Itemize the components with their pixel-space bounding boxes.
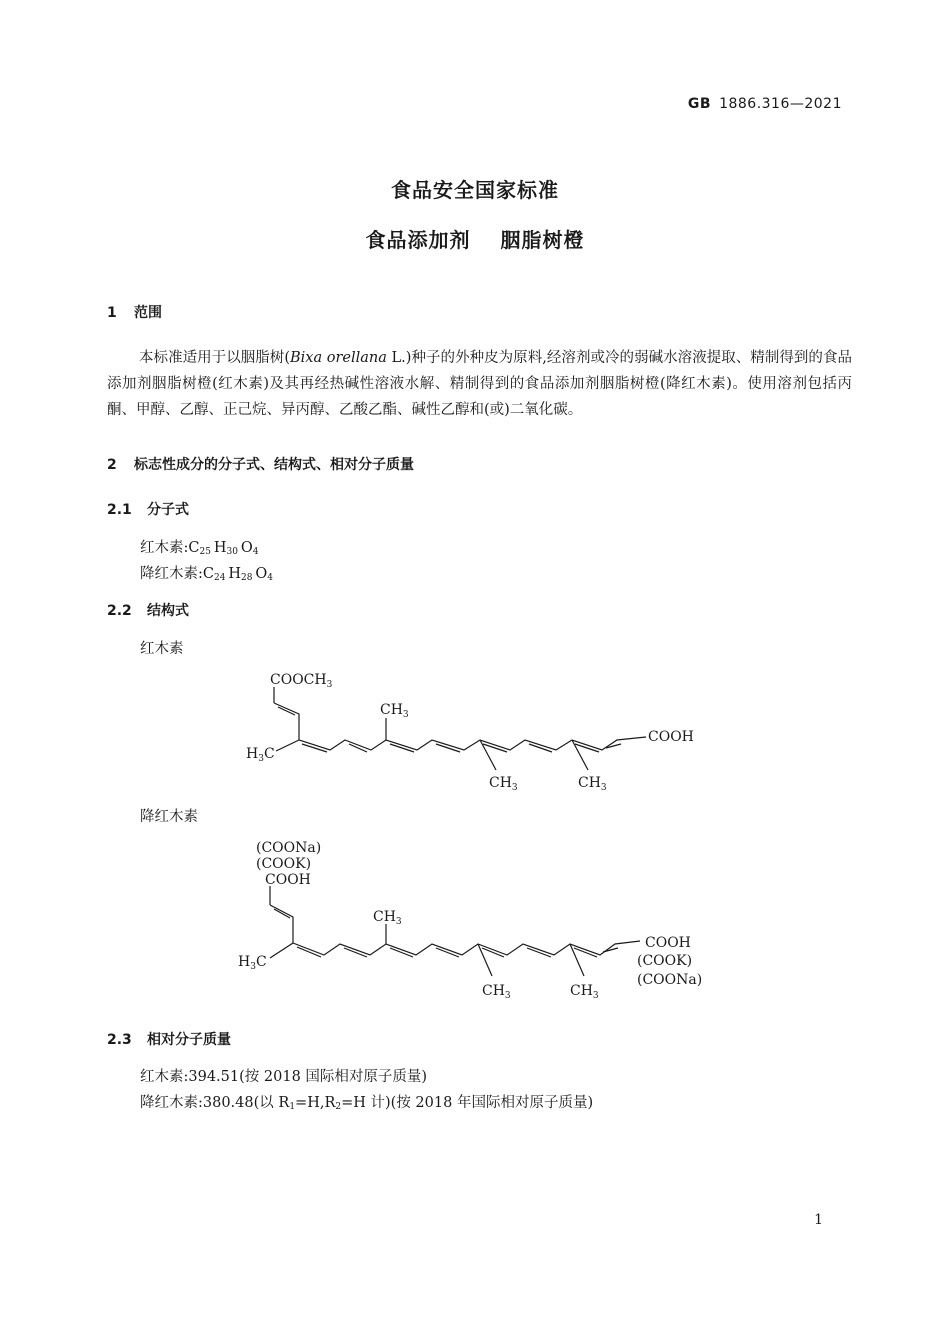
svg-text:COOCH3: $COOCH_3$ — [270, 672, 333, 690]
norbixin-bonds — [270, 886, 640, 976]
svg-text:(COOK): (COOK) — [637, 953, 693, 969]
section-2-1-heading: 2.1 分子式 — [107, 502, 189, 518]
svg-text:(COOK): (COOK) — [256, 856, 312, 872]
svg-text:CH3: $CH_3$ — [489, 775, 518, 793]
svg-text:COOH: COOH — [645, 935, 691, 951]
section-2-3-heading: 2.3 相对分子质量 — [107, 1032, 231, 1048]
svg-text:CH3: $CH_3$ — [373, 909, 402, 927]
standard-number: 1886.316—2021 — [719, 96, 842, 112]
svg-text:CH3: $CH_3$ — [578, 775, 607, 793]
svg-text:H3C: $H_3C$ — [246, 746, 275, 764]
section-1-paragraph: 本标准适用于以胭脂树(Bixa orellana L.)种子的外种皮为原料,经溶剂或冷的弱碱水溶液提取、精制得到的食品添加剂胭脂树橙(红木素)及其再经热碱性溶液水解、精制得到的食品添加剂胭脂树橙(降红木素)。使用溶剂包括丙酮、甲醇、乙醇、正己烷、异丙醇、乙酸乙酯、碱性乙醇和(或)二氧化碳。 — [107, 350, 852, 418]
section-2-heading: 2 标志性成分的分子式、结构式、相对分子质量 — [107, 457, 414, 473]
subtitle-name: 胭脂树橙 — [500, 228, 585, 252]
svg-text:H3C: $H_3C$ — [238, 954, 267, 972]
section-1-heading: 1 范围 — [107, 305, 162, 321]
svg-text:(COONa): (COONa) — [256, 840, 322, 856]
norbixin-molecular-mass: 降红木素:380.48(以 $R_1=H,R_2=H$ 计)(按 2018 年国际相对原子质量) — [140, 1095, 594, 1112]
svg-text:COOH: COOH — [265, 872, 311, 888]
subtitle-category: 食品添加剂 — [365, 228, 471, 252]
norbixin-formula: 降红木素$:C_{24}$ $H_{28}$ $O_4$ — [140, 566, 273, 583]
svg-text:COOH: COOH — [648, 729, 694, 745]
svg-text:CH3: $CH_3$ — [570, 983, 599, 1001]
latin-name: Bixa orellana — [290, 350, 387, 366]
page-number: 1 — [814, 1212, 823, 1228]
standard-prefix: GB — [687, 96, 712, 112]
svg-text:CH3: $CH_3$ — [380, 702, 409, 720]
bixin-structure-label: 红木素 — [140, 641, 184, 657]
bixin-molecular-mass: 红木素:394.51(按 2018 国际相对原子质量) — [140, 1069, 428, 1085]
bixin-formula: 红木素$:C_{25}$ $H_{30}$ $O_4$ — [140, 540, 259, 557]
norbixin-structure-label: 降红木素 — [140, 809, 198, 825]
svg-text:(COONa): (COONa) — [637, 972, 703, 988]
bixin-bonds — [274, 687, 646, 770]
section-2-2-heading: 2.2 结构式 — [107, 603, 189, 619]
document-title: 食品安全国家标准 — [391, 178, 559, 202]
svg-text:CH3: $CH_3$ — [482, 983, 511, 1001]
